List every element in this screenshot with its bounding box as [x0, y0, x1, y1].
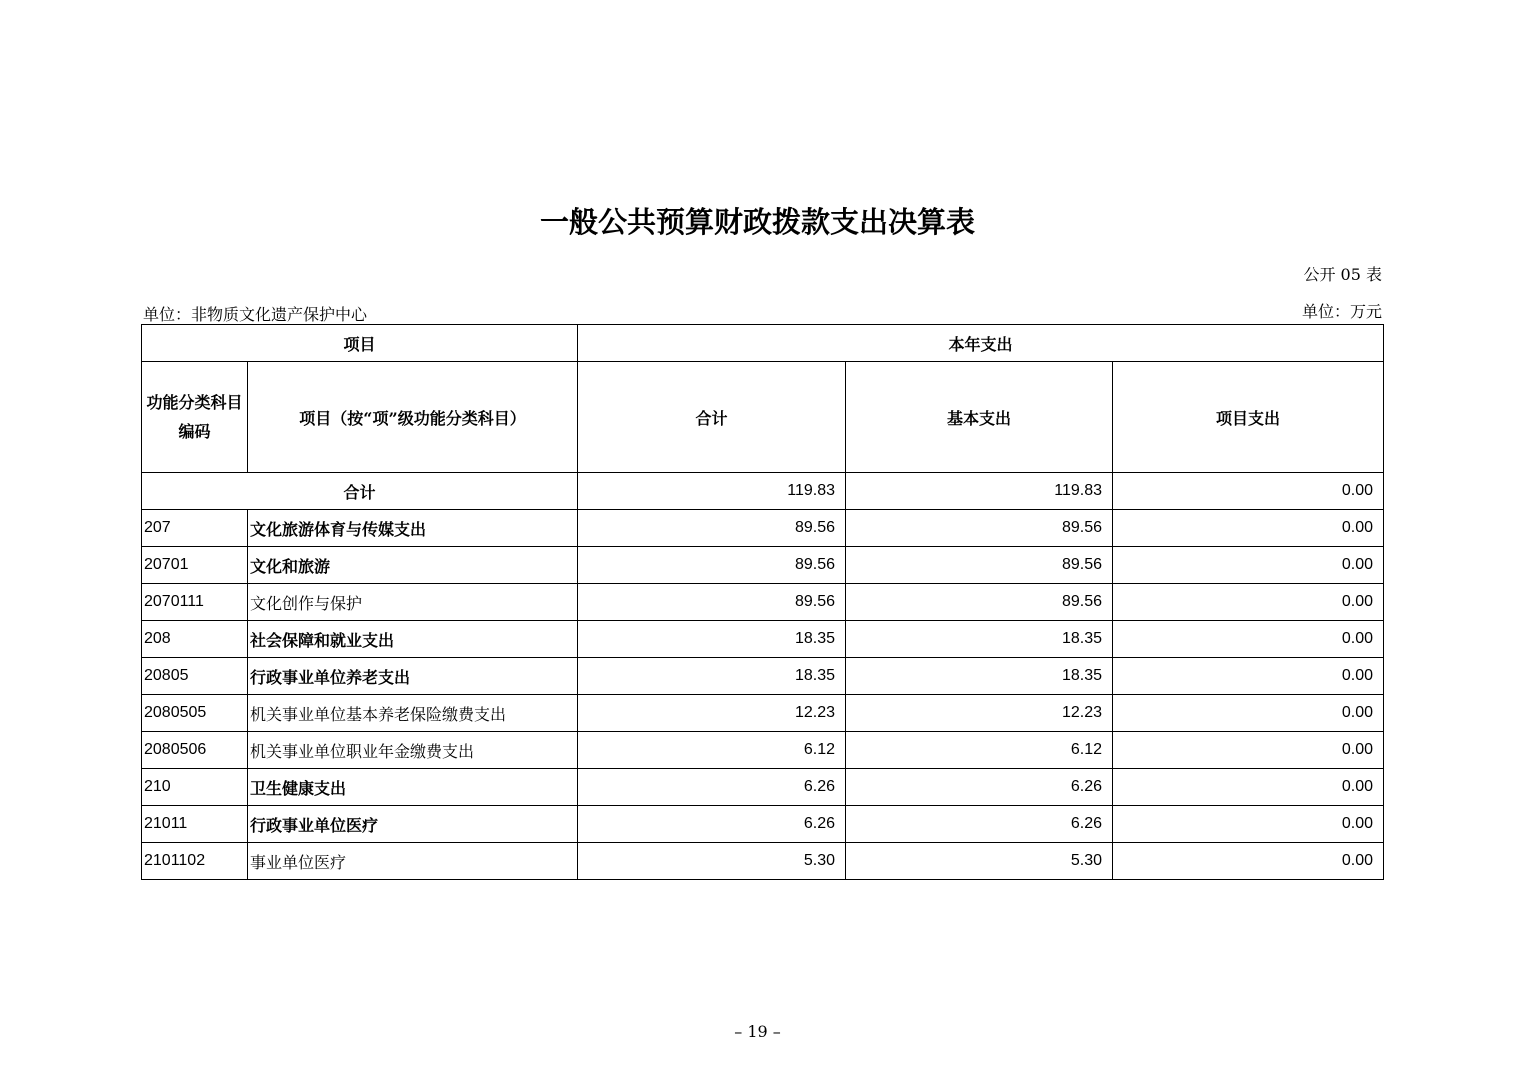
- row-name: 文化和旅游: [248, 547, 578, 584]
- row-basic: 12.23: [846, 695, 1113, 732]
- row-project: 0.00: [1113, 658, 1384, 695]
- row-code: 20805: [142, 658, 248, 695]
- header-func-code: 功能分类科目编码: [142, 362, 248, 473]
- table-header-row: [142, 325, 1384, 362]
- row-basic: 18.35: [846, 621, 1113, 658]
- table-subheader-row: [142, 362, 1384, 473]
- table-row: [142, 658, 1384, 695]
- page-title: 一般公共预算财政拨款支出决算表: [539, 205, 975, 239]
- row-name: 行政事业单位养老支出: [248, 658, 578, 695]
- table-body: [142, 510, 1384, 880]
- row-project: 0.00: [1113, 621, 1384, 658]
- row-code: 2101102: [142, 843, 248, 880]
- row-name: 行政事业单位医疗: [248, 806, 578, 843]
- table-row: [142, 621, 1384, 658]
- row-project: 0.00: [1113, 547, 1384, 584]
- row-code: 2070111: [142, 584, 248, 621]
- row-project: 0.00: [1113, 806, 1384, 843]
- row-name: 事业单位医疗: [248, 843, 578, 880]
- page-number: – 19 –: [734, 1022, 781, 1041]
- row-project: 0.00: [1113, 732, 1384, 769]
- header-project: 项目: [142, 325, 578, 362]
- row-basic: 89.56: [846, 547, 1113, 584]
- row-code: 210: [142, 769, 248, 806]
- header-item-name: 项目（按“项”级功能分类科目）: [248, 362, 578, 473]
- header-project-expense: 项目支出: [1113, 362, 1384, 473]
- row-total: 18.35: [578, 658, 846, 695]
- row-total: 89.56: [578, 547, 846, 584]
- row-code: 2080505: [142, 695, 248, 732]
- row-name: 机关事业单位职业年金缴费支出: [248, 732, 578, 769]
- row-basic: 5.30: [846, 843, 1113, 880]
- row-total: 89.56: [578, 510, 846, 547]
- unit-currency: 单位：万元: [1301, 302, 1382, 321]
- row-name: 机关事业单位基本养老保险缴费支出: [248, 695, 578, 732]
- row-code: 208: [142, 621, 248, 658]
- row-project: 0.00: [1113, 843, 1384, 880]
- table-row: [142, 769, 1384, 806]
- row-total: 6.26: [578, 769, 846, 806]
- expense-table: [141, 324, 1384, 880]
- total-project-value: 0.00: [1113, 473, 1384, 510]
- table-row: [142, 510, 1384, 547]
- total-label: 合计: [142, 473, 578, 510]
- unit-organization: 单位：非物质文化遗产保护中心: [143, 305, 368, 324]
- row-basic: 89.56: [846, 510, 1113, 547]
- row-name: 文化创作与保护: [248, 584, 578, 621]
- row-code: 21011: [142, 806, 248, 843]
- row-basic: 6.26: [846, 806, 1113, 843]
- row-code: 20701: [142, 547, 248, 584]
- row-project: 0.00: [1113, 769, 1384, 806]
- row-name: 文化旅游体育与传媒支出: [248, 510, 578, 547]
- row-code: 2080506: [142, 732, 248, 769]
- row-total: 6.26: [578, 806, 846, 843]
- row-code: 207: [142, 510, 248, 547]
- total-basic-value: 119.83: [846, 473, 1113, 510]
- form-number: 公开 05 表: [1303, 265, 1382, 284]
- header-basic: 基本支出: [846, 362, 1113, 473]
- table-row: [142, 732, 1384, 769]
- total-row: [142, 473, 1384, 510]
- table-row: [142, 547, 1384, 584]
- table-row: [142, 584, 1384, 621]
- table-row: [142, 843, 1384, 880]
- header-current-year-expense: 本年支出: [578, 325, 1384, 362]
- row-total: 6.12: [578, 732, 846, 769]
- row-basic: 18.35: [846, 658, 1113, 695]
- row-total: 18.35: [578, 621, 846, 658]
- row-basic: 6.12: [846, 732, 1113, 769]
- row-basic: 6.26: [846, 769, 1113, 806]
- row-project: 0.00: [1113, 695, 1384, 732]
- row-project: 0.00: [1113, 584, 1384, 621]
- header-total: 合计: [578, 362, 846, 473]
- row-basic: 89.56: [846, 584, 1113, 621]
- total-value: 119.83: [578, 473, 846, 510]
- row-total: 89.56: [578, 584, 846, 621]
- row-project: 0.00: [1113, 510, 1384, 547]
- row-total: 12.23: [578, 695, 846, 732]
- table-row: [142, 806, 1384, 843]
- row-total: 5.30: [578, 843, 846, 880]
- table-row: [142, 695, 1384, 732]
- row-name: 卫生健康支出: [248, 769, 578, 806]
- row-name: 社会保障和就业支出: [248, 621, 578, 658]
